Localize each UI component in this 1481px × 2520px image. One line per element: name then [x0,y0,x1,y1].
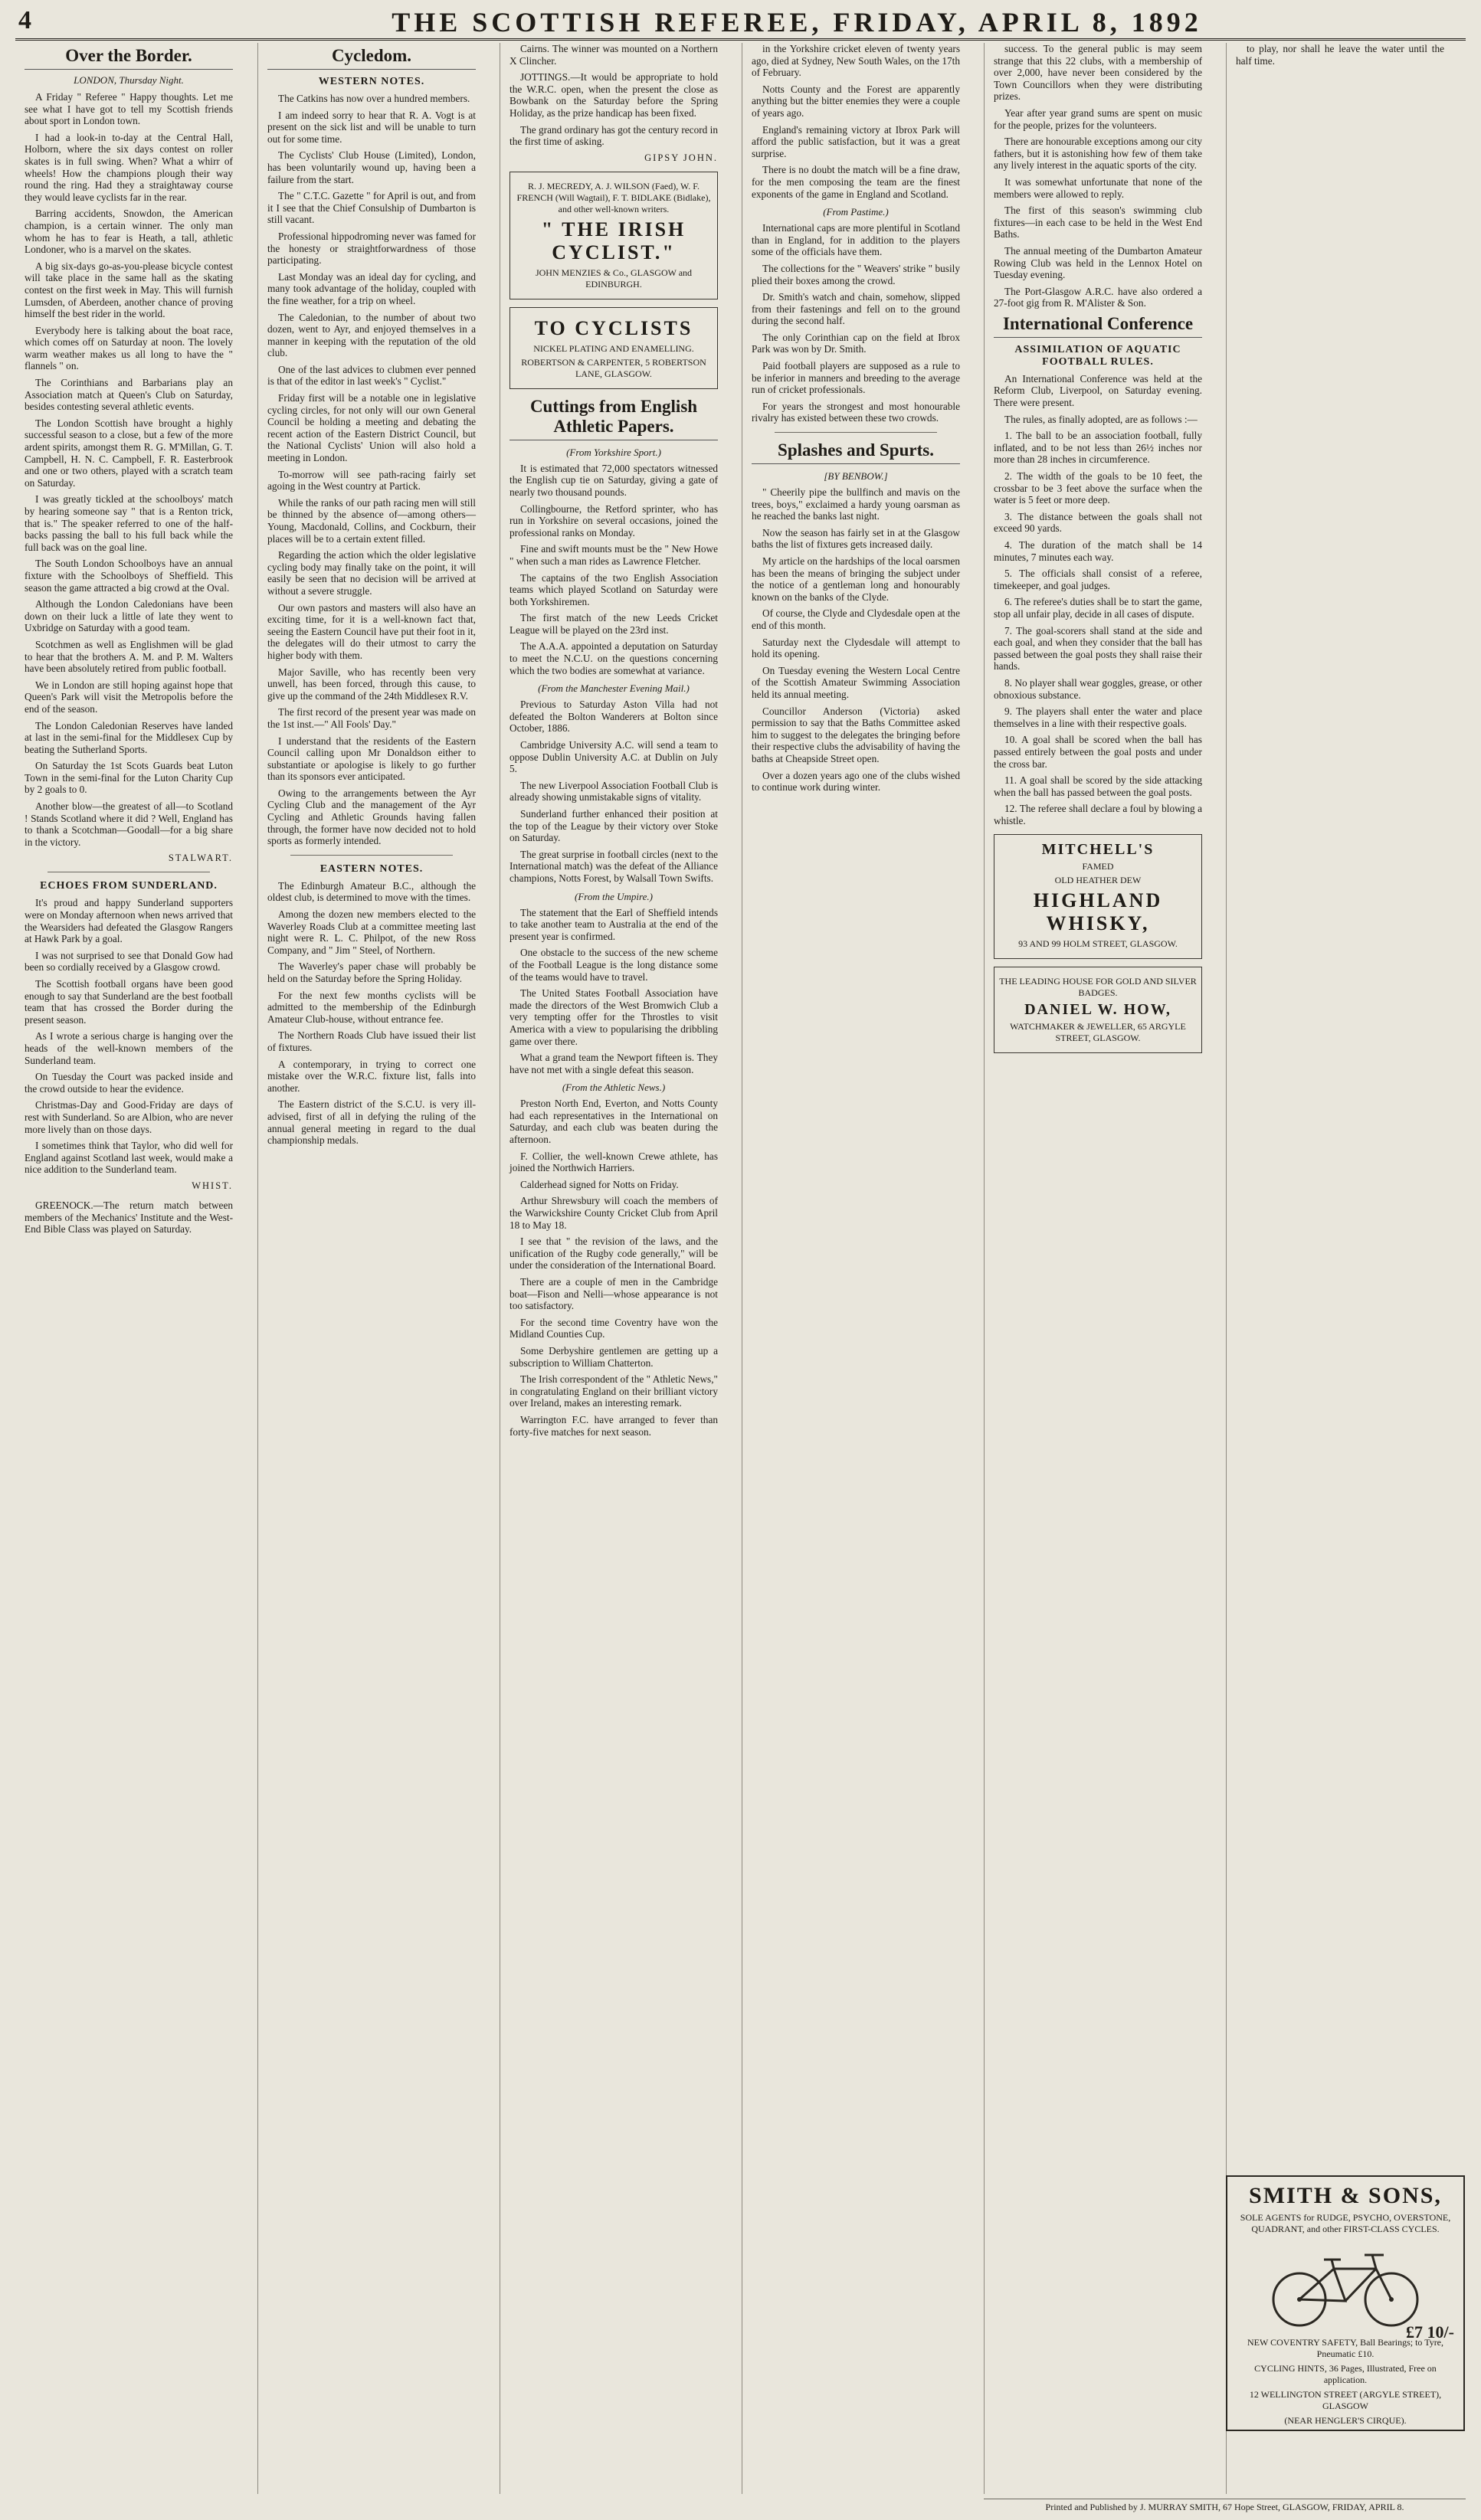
advert-text: ROBERTSON & CARPENTER, 5 ROBERTSON LANE, GLASGOW. [521,356,706,379]
article-paragraph: Christmas-Day and Good-Friday are days of rest with Sunderland. So are Albion, who are never more lively than on those days. [25,1099,233,1135]
article-paragraph: The rules, as finally adopted, are as follows :— [1004,413,1198,425]
advert-text: THE LEADING HOUSE FOR GOLD AND SILVER BADGES. [999,976,1197,999]
article-paragraph: On Tuesday the Court was packed inside and the crowd outside to hear the evidence. [25,1071,233,1095]
article-paragraph: JOTTINGS.—It would be appropriate to hold the W.R.C. open, when the present the close as Bowbank on the Saturday before the Spring Holiday, as the prize handicap has been fixed. [510,71,718,119]
article-paragraph: The Edinburgh Amateur B.C., although the oldest club, is determined to move with the times. [267,879,476,904]
article-paragraph: The Irish correspondent of the " Athletic News," in congratulating England on their brilliant victory over Ireland, makes an interesting remark. [510,1373,718,1409]
article-paragraph: F. Collier, the well-known Crewe athlete, has joined the Northwich Harriers. [510,1150,718,1174]
advert-title: DANIEL W. HOW, [1024,1001,1171,1019]
rule-paragraph: 12. The referee shall declare a foul by blowing a whistle. [994,803,1202,826]
article-paragraph: It was somewhat unfortunate that none of the members were allowed to reply. [994,175,1202,200]
byline: [BY BENBOW.] [824,470,888,483]
article-paragraph: Councillor Anderson (Victoria) asked permission to say that the Baths Committee asked him to suggest to the delegates the bringing before their respective clubs the advisability of having the baths at Cheapside Street open. [752,705,960,764]
article-paragraph: To-morrow will see path-racing fairly set agoing in the West country at Partick. [267,468,476,493]
article-paragraph: Scotchmen as well as Englishmen will be glad to hear that the brothers A. M. and P. M. Walters have been absolutely retired from public football. [25,638,233,675]
article-paragraph: The Scottish football organs have been good enough to say that Sunderland are the best football team that has crossed the Border during the present season. [25,978,233,1026]
article-paragraph: Dr. Smith's watch and chain, somehow, slipped from their fastenings and fell on to the ground during the second half. [752,291,960,327]
advert-text: NICKEL PLATING AND ENAMELLING. [533,342,694,354]
article-paragraph: The London Scottish have brought a highly successful season to a close, but a few of the more ardent spirits, amongst them R. G. M'Millan, G. T. Campbell, H. N. C. Campbell, F. R. Easterbrook and one or two others, played with a scratch team on Saturday. [25,417,233,489]
advert-title: " THE IRISH CYCLIST." [541,218,686,263]
article-paragraph: I was not surprised to see that Donald Gow had been so cordially received by a Glasgow crowd. [25,949,233,974]
article-paragraph: Another blow—the greatest of all—to Scotland ! Stands Scotland where it did ? Well, England has to thank a Scotchman—Goodall—for a big share in the victory. [25,800,233,848]
column-2 [257,43,485,2494]
divider [290,855,453,856]
advert-address: 93 AND 99 HOLM STREET, GLASGOW. [1018,938,1178,950]
article-paragraph: Friday first will be a notable one in legislative cycling circles, for not only will our own General Council be holding a meeting and debating the recent action of the Eastern District Council, but the National Cyclists' Union will also hold a meeting in London. [267,392,476,464]
advert-product: HIGHLAND WHISKY, [1033,889,1163,935]
advert-text: CYCLING HINTS, 36 Pages, Illustrated, Free on application. [1254,2363,1437,2385]
newspaper-page [15,0,1466,2520]
article-paragraph: For the second time Coventry have won the Midland Counties Cup. [510,1316,718,1340]
subheading: ECHOES FROM SUNDERLAND. [40,880,218,892]
advert-text: FAMED [1082,861,1114,872]
article-paragraph: Of course, the Clyde and Clydesdale open at the end of this month. [752,607,960,631]
article-paragraph: Previous to Saturday Aston Villa had not defeated the Bolton Wanderers at Bolton since October, 1886. [510,699,718,735]
column-4 [742,43,969,2494]
article-paragraph: The great surprise in football circles (next to the International match) was the defeat of the Alliance champions, Notts Forest, by Walsall Town Swifts. [510,848,718,884]
columns [15,43,1466,2494]
article-paragraph: Now the season has fairly set in at the Glasgow baths the list of fixtures gets increased daily. [752,526,960,551]
article-paragraph: It is estimated that 72,000 spectators witnessed the English cup tie on Saturday, giving a gate of nearly two thousand pounds. [510,462,718,498]
article-paragraph: GREENOCK.—The return match between members of the Mechanics' Institute and the West-End Bible Class was played on Saturday. [25,1199,233,1235]
article-paragraph: One of the last advices to clubmen ever penned is that of the editor in last week's " Cyclist." [267,363,476,388]
article-paragraph: The first match of the new Leeds Cricket League will be played on the 23rd inst. [510,612,718,636]
article-paragraph: Among the dozen new members elected to the Waverley Roads Club at a committee meeting last night were R. L. C. Philpot, of the new Ross Company, and " Jim " Steel, of Northern. [267,908,476,956]
rule-paragraph: 8. No player shall wear goggles, grease, or other obnoxious substance. [994,676,1202,701]
article-paragraph: The collections for the " Weavers' strike " busily plied their boxes among the crowd. [752,262,960,286]
article-paragraph: Owing to the arrangements between the Ayr Cycling Club and the management of the Ayr Cycling and Athletic Grounds having fallen through, the former have now decided not to hold sports as formerly intended. [267,787,476,847]
article-paragraph: It's proud and happy Sunderland supporters were on Monday afternoon when news arrived that the Wearsiders had defeated the Glasgow Rangers at Hawk Park by a goal. [25,897,233,945]
article-paragraph: The grand ordinary has got the century record in the first time of asking. [510,123,718,148]
rule-paragraph: 6. The referee's duties shall be to start the game, stop all unfair play, decide in all cases of dispute. [994,596,1202,620]
subheading: WESTERN NOTES. [318,76,425,87]
page-number: 4 [18,6,31,34]
article-paragraph: The first of this season's swimming club fixtures—in each case to be held in the West End Baths. [994,205,1202,241]
article-paragraph: On Tuesday evening the Western Local Centre of the Scottish Amateur Swimming Association held its annual meeting. [752,664,960,700]
article-paragraph: There is no doubt the match will be a fine draw, for the men composing the team are the finest exponents of the game in England and Scotland. [752,164,960,200]
article-paragraph: We in London are still hoping against hope that Queen's Park will visit the Metropolis before the end of the season. [25,679,233,715]
subheading: EASTERN NOTES. [319,862,424,875]
article-paragraph: The Northern Roads Club have issued their list of fixtures. [267,1029,476,1053]
article-paragraph: Paid football players are supposed as a rule to be inferior in manners and breeding to the average run of cricket professionals. [752,360,960,396]
source-label: (From the Athletic News.) [562,1082,666,1094]
article-paragraph: I was greatly tickled at the schoolboys' match by hearing someone say " that is a Renton trick, that is." The speaker referred to one of the half-backs passing the ball to his full back while the full back was on the goal line. [25,493,233,553]
article-paragraph: The Waverley's paper chase will probably be held on the Saturday before the Spring Holiday. [267,961,476,984]
article-paragraph: International caps are more plentiful in Scotland than in England, for in addition to the players some of the officials have them. [752,222,960,258]
headline-over-the-border: Over the Border. [25,46,233,70]
article-paragraph: One obstacle to the success of the new scheme of the Football League is the long distance some of the teams would have to travel. [510,947,718,983]
article-paragraph: in the Yorkshire cricket eleven of twenty years ago, died at Sydney, New South Wales, on the 17th of February. [752,43,960,79]
article-paragraph: An International Conference was held at the Reform Club, Liverpool, on Saturday evening. There were present. [994,372,1202,409]
source-label: (From the Manchester Evening Mail.) [538,682,690,695]
article-paragraph: Everybody here is talking about the boat race, which comes off on Saturday at noon. The lovely warm weather makes us all long to have the " flannels " on. [25,324,233,372]
article-paragraph: My article on the hardships of the local oarsmen has been the means of bringing the subject under the notice of a gentleman long and honourably known on the banks of the Clyde. [752,555,960,603]
article-paragraph: Fine and swift mounts must be the " New Howe " when such a man rides as Lawrence Fletcher. [510,543,718,567]
article-paragraph: The Cyclists' Club House (Limited), London, has been voluntarily wound up, having been a failure from the start. [267,149,476,185]
article-paragraph: The only Corinthian cap on the field at Ibrox Park was won by Dr. Smith. [752,331,960,355]
headline-international-conference: International Conference [994,314,1202,338]
advert-text: OLD HEATHER DEW [1054,875,1142,886]
column-3 [500,43,727,2494]
article-paragraph: to play, nor shall he leave the water until the half time. [1236,43,1444,67]
advert-address: 12 WELLINGTON STREET (ARGYLE STREET), GLASGOW [1249,2389,1442,2411]
price-label: £7 10/- [1406,2322,1454,2342]
rule-paragraph: 7. The goal-scorers shall stand at the side and each goal, and when they consider that the ball has passed between the goal posts they shall raise their hands. [994,624,1202,673]
rule-paragraph: 5. The officials shall consist of a referee, timekeeper, and goal judges. [994,568,1202,591]
advert-title: SMITH & SONS, [1249,2183,1442,2208]
article-paragraph: The Catkins has now over a hundred members. [278,93,470,104]
mitchells-whisky-advert [994,834,1202,959]
newspaper-title: THE SCOTTISH REFEREE, FRIDAY, APRIL 8, 1892 [392,7,1202,38]
advert-text: R. J. MECREDY, A. J. WILSON (Faed), W. F. FRENCH (Will Wagtail), F. T. BIDLAKE (Bidlake), and other well-known writers. [516,180,711,214]
article-paragraph: There are a couple of men in the Cambridge boat—Fison and Nelli—whose appearance is not too satisfactory. [510,1276,718,1312]
smith-and-sons-advert [1226,2175,1465,2431]
article-paragraph: The " C.T.C. Gazette " for April is out, and from it I see that the Chief Consulship of Dumbarton is still vacant. [267,190,476,226]
article-paragraph: There are honourable exceptions among our city fathers, but it is astonishing how few of them take any lively interest in the aquatic sports of the city. [994,136,1202,172]
column-1 [15,43,242,2494]
article-paragraph: " Cheerily pipe the bullfinch and mavis on the trees, boys," exclaimed a hardy young oarsman as he reached the banks last night. [752,486,960,522]
article-paragraph: The A.A.A. appointed a deputation on Saturday to meet the N.C.U. on the questions concerning which the two bodies are somewhat at variance. [510,640,718,676]
source-label: (From the Umpire.) [575,890,653,902]
article-paragraph: Cairns. The winner was mounted on a Northern X Clincher. [510,43,718,67]
article-paragraph: Last Monday was an ideal day for cycling, and many took advantage of the holiday, coupled with the fine weather, for a trip on wheel. [267,270,476,306]
article-paragraph: As I wrote a serious charge is hanging over the heads of the well-known members of the Sunderland team. [25,1030,233,1066]
rule-paragraph: 11. A goal shall be scored by the side attacking when the ball has passed between the goal posts. [994,774,1202,798]
article-paragraph: The annual meeting of the Dumbarton Amateur Rowing Club was held in the Lennox Hotel on Tuesday evening. [994,244,1202,281]
advert-title: MITCHELL'S [1041,841,1155,859]
article-paragraph: Cambridge University A.C. will send a team to oppose Dublin University A.C. at Dublin on July 5. [510,739,718,775]
rule-paragraph: 1. The ball to be an association football, fully inflated, and to be not less than 26½ inches nor more than 28 inches in circumference. [994,430,1202,466]
article-paragraph: The statement that the Earl of Sheffield intends to take another team to Australia at the end of the present year is confirmed. [510,906,718,942]
advert-address: (NEAR HENGLER'S CIRQUE). [1284,2415,1407,2426]
article-paragraph: I had a look-in to-day at the Central Hall, Holborn, where the six days contest on roller skates is in full swing. When? What a whirr of wheels! How the champions plough their way round the ring. Had they a straightaway course they would leave cyclists far in the rear. [25,131,233,203]
article-paragraph: I see that " the revision of the laws, and the unification of the Rugby code generally," will be under the consideration of the International Board. [510,1235,718,1271]
article-paragraph: The new Liverpool Association Football Club is already showing unmistakable signs of vitality. [510,779,718,803]
article-paragraph: On Saturday the 1st Scots Guards beat Luton Town in the semi-final for the Luton Charity Cup by 2 goals to 0. [25,760,233,796]
article-paragraph: The Eastern district of the S.C.U. is very ill-advised, first of all in defying the ruling of the annual general meeting in regard to the dual championship medals. [267,1098,476,1147]
article-paragraph: Year after year grand sums are spent on music for the people, prizes for the volunteers. [994,106,1202,131]
article-paragraph: Barring accidents, Snowdon, the American champion, is a certain winner. The only man whom he has to fear is Heath, a tall, athletic Londoner, who is a marvel on the skates. [25,208,233,256]
masthead [15,5,1466,41]
article-paragraph: Saturday next the Clydesdale will attempt to hold its opening. [752,636,960,660]
jeweller-advert [994,967,1202,1053]
bicycle-icon [1261,2238,1430,2330]
column-6 [1226,43,1453,2494]
article-paragraph: Notts County and the Forest are apparently anything but the bitter enemies they were a couple of years ago. [752,83,960,119]
signature: WHIST. [192,1180,233,1191]
article-paragraph: A big six-days go-as-you-please bicycle contest will take place in the same hall as the skating contest on the first week in May. This will furnish Lumsden, of Aberdeen, another chance of proving himself the best rider in the world. [25,260,233,320]
article-paragraph: While the ranks of our path racing men will still be thinned by the absence of—among others—Young, Macdonald, Collins, and Cockburn, their places will be to a certain extent filled. [267,496,476,545]
article-paragraph: For the next few months cyclists will be admitted to the membership of the Edinburgh Amateur Club-house, without entrance fee. [267,989,476,1025]
article-paragraph: The South London Schoolboys have an annual fixture with the Schoolboys of Sheffield. This season the game attracted a big crowd at the Oval. [25,558,233,594]
article-paragraph: Some Derbyshire gentlemen are getting up a subscription to William Chatterton. [510,1344,718,1369]
article-paragraph: I understand that the residents of the Eastern Council calling upon Mr Donaldson either to substantiate or apologise is likely to go further than its sponsors ever anticipated. [267,735,476,783]
advert-text: NEW COVENTRY SAFETY, Ball Bearings; to Tyre, Pneumatic £10. [1247,2337,1444,2359]
nickel-plating-advert [510,307,718,389]
article-paragraph: The Corinthians and Barbarians play an Association match at Queen's Club on Saturday, besides contesting several athletic events. [25,377,233,413]
signature: STALWART. [168,853,233,864]
article-paragraph: Warrington F.C. have arranged to fever than forty-five matches for next season. [510,1413,718,1438]
signature: GIPSY JOHN. [644,152,718,163]
divider [775,432,937,433]
article-paragraph: I sometimes think that Taylor, who did well for England against Scotland last week, would make a nice addition to the Sunderland team. [25,1140,233,1176]
article-paragraph: A contemporary, in trying to correct one mistake over the W.R.C. fixture list, falls into another. [267,1058,476,1094]
article-paragraph: Regarding the action which the older legislative cycling body may finally take on the point, it will easily be seen that no decision will be arrived at without a severe struggle. [267,549,476,597]
article-paragraph: Calderhead signed for Notts on Friday. [520,1178,679,1190]
advert-text: SOLE AGENTS for RUDGE, PSYCHO, OVERSTONE, QUADRANT, and other FIRST-CLASS CYCLES. [1240,2212,1451,2234]
article-paragraph: The Caledonian, to the number of about two dozen, went to Ayr, and enjoyed themselves in a manner in keeping with the reputation of the old club. [267,311,476,359]
rule-paragraph: 3. The distance between the goals shall not exceed 90 yards. [994,510,1202,535]
article-paragraph: The London Caledonian Reserves have landed at last in the semi-final for the Middlesex Cup by beating the Sutherland Sports. [25,719,233,755]
rule-paragraph: 9. The players shall enter the water and place themselves in a line with their respective goals. [994,705,1202,729]
article-paragraph: Over a dozen years ago one of the clubs wished to continue work during winter. [752,769,960,794]
rule-paragraph: 10. A goal shall be scored when the ball has passed entirely between the goal posts and under the cross bar. [994,734,1202,770]
article-paragraph: The captains of the two English Association teams which played Scotland on Saturday were both Yorkshiremen. [510,571,718,607]
headline-cuttings: Cuttings from English Athletic Papers. [510,397,718,440]
advert-title: TO CYCLISTS [534,316,693,339]
imprint-footer: Printed and Published by J. MURRAY SMITH, 67 Hope Street, GLASGOW, FRIDAY, APRIL 8. [984,2499,1466,2513]
article-paragraph: For years the strongest and most honourable rivalry has existed between these two crowds. [752,400,960,424]
advert-address: WATCHMAKER & JEWELLER, 65 ARGYLE STREET, GLASGOW. [1010,1021,1186,1044]
article-paragraph: Sunderland further enhanced their position at the top of the League by their victory over Stoke on Saturday. [510,808,718,844]
rule-paragraph: 2. The width of the goals to be 10 feet, the crossbar to be 3 feet above the surface when the water is 5 feet or more deep. [994,470,1202,506]
source-label: (From Pastime.) [823,206,889,218]
article-paragraph: Arthur Shrewsbury will coach the members of the Warwickshire County Cricket Club from April 18 to May 18. [510,1195,718,1231]
article-paragraph: I am indeed sorry to hear that R. A. Vogt is at present on the sick list and will be unable to turn out for some time. [267,109,476,145]
headline-splashes: Splashes and Spurts. [752,440,960,464]
article-paragraph: success. To the general public is may seem strange that this 22 clubs, with a membership of over 2,000, have never been considered by the Town Councillors when they were distributing prizes. [994,43,1202,103]
article-paragraph: Although the London Caledonians have been down on their luck a little of late they went to Uxbridge on Saturday with a good team. [25,598,233,634]
article-paragraph: Preston North End, Everton, and Notts County had each representatives in the International on Saturday, and each club was beaten during the afternoon. [510,1098,718,1146]
article-paragraph: The United States Football Association have made the directors of the West Bromwich Club a very tempting offer for the Throstles to visit America with a view to popularising the dribbling game over there. [510,987,718,1047]
advert-text: JOHN MENZIES & Co., GLASGOW and EDINBURGH. [535,267,693,290]
dateline: LONDON, Thursday Night. [74,74,184,86]
article-paragraph: Professional hippodroming never was famed for the honesty or straightforwardness of those participating. [267,230,476,267]
article-paragraph: Our own pastors and masters will also have an exciting time, for it is a well-known fact that, seeing the Eastern Council have put their foot in it, the delegates will do their utmost to carry the higher body with them. [267,601,476,661]
subheading: ASSIMILATION OF AQUATIC FOOTBALL RULES. [1014,343,1181,368]
article-paragraph: A Friday " Referee " Happy thoughts. Let me see what I have got to tell my Scottish friends about sport in London town. [25,91,233,127]
column-5 [984,43,1211,2494]
article-paragraph: Major Saville, who has recently been very unwell, has been forced, through this cause, to give up the command of the 24th Middlesex R.V. [267,666,476,702]
article-paragraph: The Port-Glasgow A.R.C. have also ordered a 27-foot gig from R. M'Alister & Son. [994,285,1202,309]
article-paragraph: England's remaining victory at Ibrox Park will afford the public satisfaction, but it was a great surprise. [752,123,960,159]
article-paragraph: Collingbourne, the Retford sprinter, who has run in Yorkshire on several occasions, joined the professional ranks on Monday. [510,502,718,538]
source-label: (From Yorkshire Sport.) [566,446,661,458]
rule-paragraph: 4. The duration of the match shall be 14 minutes, 7 minutes each way. [994,539,1202,563]
article-paragraph: What a grand team the Newport fifteen is. They have not met with a single defeat this season. [510,1052,718,1075]
headline-cycledom: Cycledom. [267,46,476,70]
irish-cyclist-advert [510,172,718,299]
article-paragraph: The first record of the present year was made on the 1st inst.—" All Fools' Day." [267,706,476,730]
